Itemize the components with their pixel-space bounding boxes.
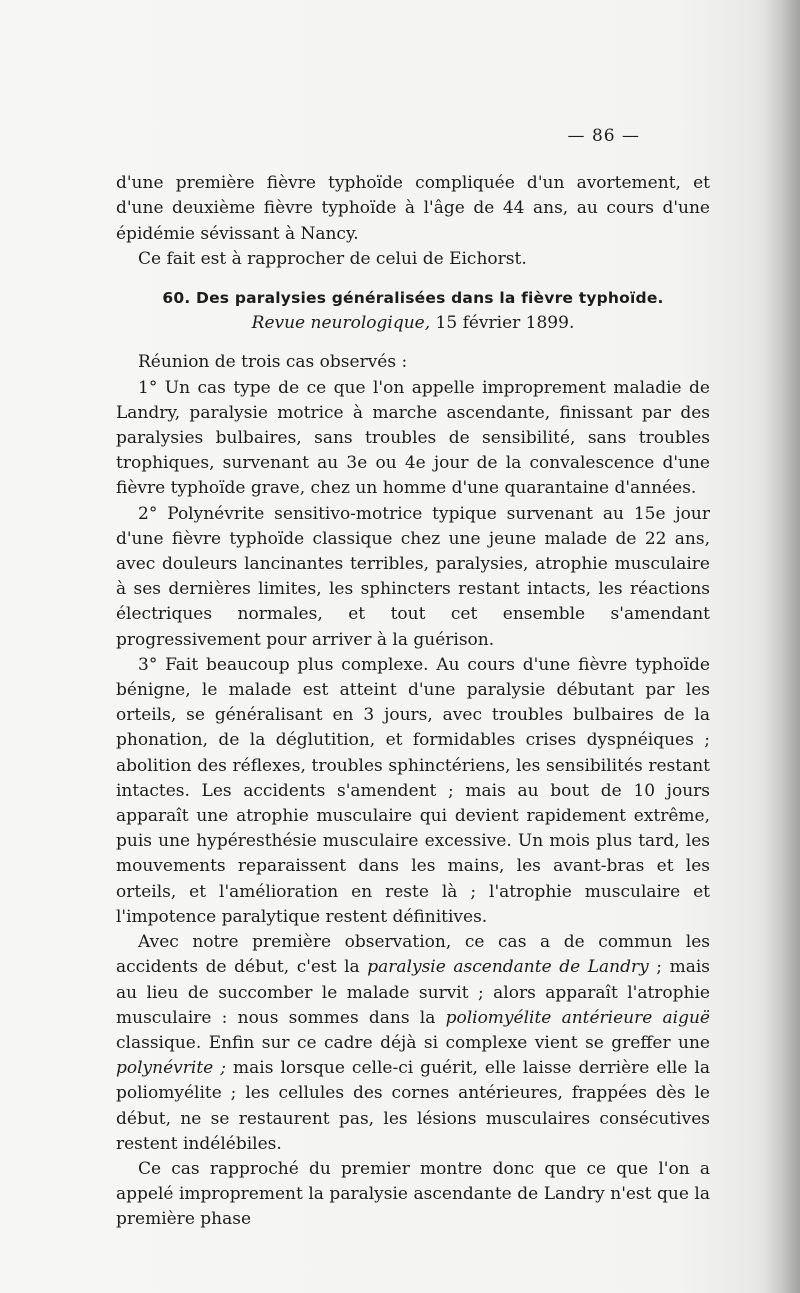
observation-text-b: ; mais au lieu de succomber le malade survit ; alors apparaît l'atrophie musculaire : nous sommes dans la [116,957,710,1028]
observation-text-d: mais lorsque celle-ci guérit, elle laisse derrière elle la poliomyélite ; les cellules des cornes antérieures, frappées dès le début, ne se restaurent pas, les lésions musculaires consécutives restent indélébiles. [116,1058,711,1154]
term-poliomyelite: poliomyélite antérieure aiguë [445,1007,710,1028]
section-reference [116,311,710,336]
page-number: — 86 — [567,126,640,146]
paragraph-case-3: 3° Fait beaucoup plus complexe. Au cours d'une fièvre typhoïde bénigne, le malade est atteint d'une paralysie débutant par les orteils, se généralisant en 3 jours, avec troubles bulbaires de la phonation, de la déglutition, et formidables crises dyspnéiques ; abolition des réflexes, troubles sphinctériens, les sensibilités restant intactes. Les accidents s'amendent ; mais au bout de 10 jours apparaît une atrophie musculaire qui devient rapidement extrême, puis une hypéresthésie musculaire excessive. Un mois plus tard, les mouvements reparaissent dans les mains, les avant-bras et les orteils, et l'amélioration en reste là ; l'atrophie musculaire et l'impotence paralytique restent définitives. [116,654,710,927]
paragraph-conclusion: Ce cas rapproché du premier montre donc que ce que l'on a appelé improprement la paralysie ascendante de Landry n'est que la première phase [116,1158,710,1230]
paragraph-observation [116,930,710,1157]
paragraph-intro: Réunion de trois cas observés : [138,352,408,373]
term-landry: paralysie ascendante de Landry [367,957,649,978]
paragraph-case-2: 2° Polynévrite sensitivo-motrice typique survenant au 15e jour d'une fièvre typhoïde classique chez une jeune malade de 22 ans, avec douleurs lancinantes terribles, paralysies, atrophie musculaire à ses dernières limites, les sphincters restant intacts, les réactions électriques normales, et tout cet ensemble s'amendant progressivement pour arriver à la guérison. [116,503,710,650]
paragraph-case-1: 1° Un cas type de ce que l'on appelle improprement maladie de Landry, paralysie motrice à marche ascendante, finissant par des paralysies bulbaires, sans troubles de sensibilité, sans troubles trophiques, survenant au 3e ou 4e jour de la convalescence d'une fièvre typhoïde grave, chez un homme d'une quarantaine d'années. [116,377,710,499]
term-polynevrite: polynévrite ; [116,1058,226,1079]
observation-text-c: classique. Enfin sur ce cadre déjà si complexe vient se greffer une [116,1032,710,1053]
section-title: 60. Des paralysies généralisées dans la fièvre typhoïde. [162,289,664,308]
page-edge-shadow [764,0,800,1293]
page-content [116,124,710,1233]
paragraph-eichorst: Ce fait est à rapprocher de celui de Eichorst. [138,248,527,269]
observation-text-a: Avec notre première observation, ce cas a de commun les accidents de début, c'est la [116,932,710,978]
paragraph-continuation: d'une première fièvre typhoïde compliquée d'un avortement, et d'une deuxième fièvre typhoïde à l'âge de 44 ans, au cours d'une épidémie sévissant à Nancy. [116,173,710,244]
journal-name: Revue neurologique, [251,313,431,334]
reference-date: 15 février 1899. [430,313,575,334]
